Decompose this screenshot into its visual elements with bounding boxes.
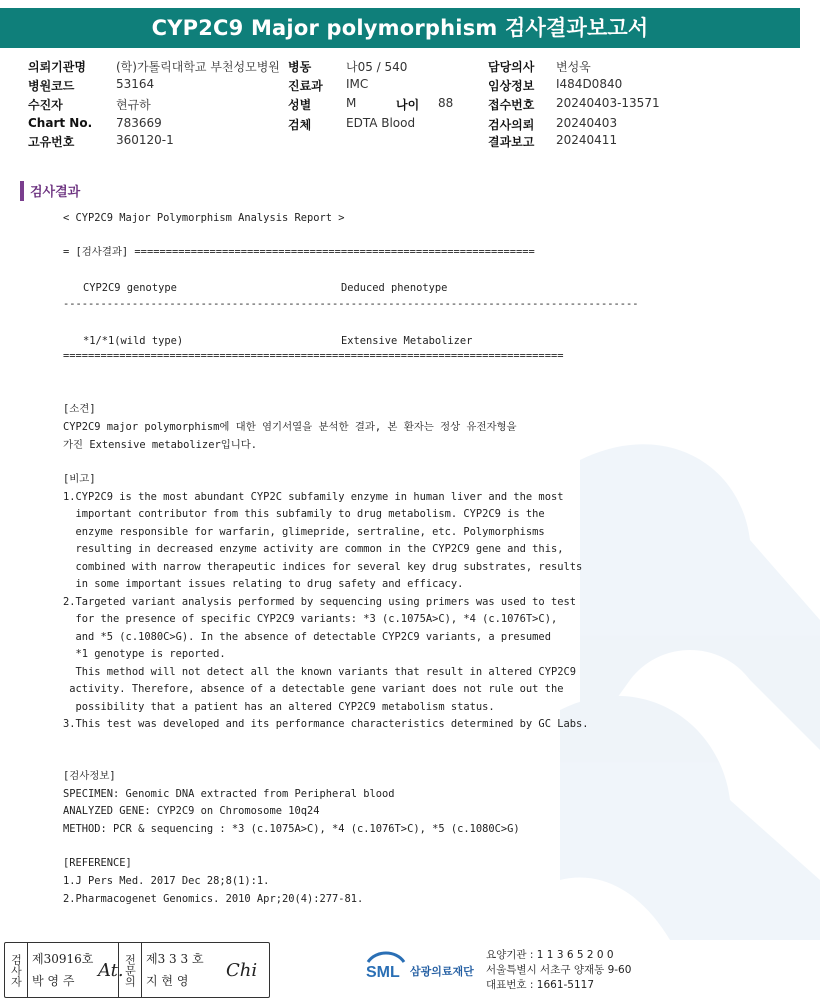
info-value: I484D0840 xyxy=(556,77,623,91)
info-value: 53164 xyxy=(116,77,155,91)
info-label: 성별 xyxy=(288,98,312,112)
info-label: 병동 xyxy=(288,60,312,74)
info-value: 20240403-13571 xyxy=(556,96,660,110)
info-hospital-code-value xyxy=(116,77,154,91)
info-label: 검사의뢰 xyxy=(488,118,535,132)
examiner-label xyxy=(5,943,28,997)
findings-line: CYP2C9 major polymorphism에 대한 염기서열을 분석한 결과, 본 환자는 정상 유전자형을 xyxy=(63,421,517,433)
info-value: 변성욱 xyxy=(556,60,591,74)
result-rule: = [검사결과] ================================================================ xyxy=(63,246,535,258)
reference-line: 2.Pharmacogenet Genomics. 2010 Apr;20(4):277-81. xyxy=(63,893,364,905)
info-label: 나이 xyxy=(396,98,420,112)
info-label: 병원코드 xyxy=(28,79,75,93)
dash-rule: -------------------------------------------------------------------------------------------- xyxy=(63,298,639,310)
info-label: 결과보고 xyxy=(488,135,535,149)
notes-line: 1.CYP2C9 is the most abundant CYP2C subfamily enzyme in human liver and the most xyxy=(63,491,564,503)
info-value: 나05 / 540 xyxy=(346,60,408,74)
info-report-date xyxy=(488,133,534,150)
info-line: ANALYZED GENE: CYP2C9 on Chromosome 10q24 xyxy=(63,805,320,817)
reference-line: 1.J Pers Med. 2017 Dec 28;8(1):1. xyxy=(63,875,270,887)
info-patient xyxy=(28,96,63,113)
info-value: EDTA Blood xyxy=(346,116,416,130)
info-department xyxy=(288,77,323,94)
info-value: 20240403 xyxy=(556,116,618,130)
notes-line: combined with narrow therapeutic indices for several key drug substrates, results xyxy=(63,561,583,573)
info-label: Chart No. xyxy=(28,116,93,130)
info-label: 의뢰기관명 xyxy=(28,60,86,74)
info-age-value xyxy=(438,96,453,110)
agency-code: 요양기관 : 1 1 3 6 5 2 0 0 xyxy=(486,949,614,961)
examiner-signature: At. xyxy=(98,960,124,981)
info-value: IMC xyxy=(346,77,369,91)
info-label: 담당의사 xyxy=(488,60,535,74)
sml-logo xyxy=(366,950,406,982)
notes-line: in some important issues relating to drug safety and efficacy. xyxy=(63,578,464,590)
info-label: 수진자 xyxy=(28,98,63,112)
info-value: 88 xyxy=(438,96,454,110)
notes-line: activity. Therefore, absence of a detectable gene variant does not rule out the xyxy=(63,683,564,695)
findings-title: [소견] xyxy=(63,403,96,415)
info-age xyxy=(396,96,419,113)
logo-text: SML xyxy=(366,964,400,981)
info-department-value xyxy=(346,77,368,91)
info-label: 접수번호 xyxy=(488,98,535,112)
address-line: 서울특별시 서초구 양재동 9-60 xyxy=(486,964,632,976)
info-report-date-value xyxy=(556,133,617,147)
report-heading: < CYP2C9 Major Polymorphism Analysis Report > xyxy=(63,212,345,224)
examiner-name: 박 영 주 xyxy=(32,974,75,988)
notes-line: enzyme responsible for warfarin, glimepride, sertraline, etc. Polymorphisms xyxy=(63,526,545,538)
reviewer-license: 제3 3 3 호 xyxy=(146,952,204,966)
info-sex xyxy=(288,96,311,113)
genotype-value: *1/*1(wild type) xyxy=(83,335,184,347)
examiner-license: 제30916호 xyxy=(32,952,94,966)
info-label: 검체 xyxy=(288,118,312,132)
phone-line: 대표번호 : 1661-5117 xyxy=(486,979,595,991)
phenotype-value: Extensive Metabolizer xyxy=(341,335,473,347)
info-value: M xyxy=(346,96,357,110)
info-chart xyxy=(28,116,92,130)
info-unique-id xyxy=(28,133,74,150)
reviewer-label-text: 전문의 xyxy=(123,953,137,987)
info-value: (학)가톨릭대학교 부천성모병원 xyxy=(116,60,280,74)
info-specimen xyxy=(288,116,311,133)
info-value: 783669 xyxy=(116,116,162,130)
info-chart-value xyxy=(116,116,162,130)
info-doctor-value xyxy=(556,58,591,75)
notes-line: This method will not detect all the known variants that result in altered CYP2C9 xyxy=(63,666,576,678)
examiner-label-text: 검사자 xyxy=(9,953,23,987)
info-label: 고유번호 xyxy=(28,135,75,149)
notes-line: 2.Targeted variant analysis performed by sequencing using primers was used to test xyxy=(63,596,576,608)
info-value: 현규하 xyxy=(116,98,151,112)
section-title: 검사결과 xyxy=(30,185,81,200)
notes-line: for the presence of specific CYP2C9 variants: *3 (c.1075A>C), *4 (c.1076T>C), xyxy=(63,613,558,625)
logo-arc-icon xyxy=(366,950,406,964)
info-label: 임상정보 xyxy=(488,79,535,93)
info-label: 진료과 xyxy=(288,79,323,93)
info-request xyxy=(488,116,534,133)
footer-address xyxy=(486,948,631,993)
info-value: 360120-1 xyxy=(116,133,174,147)
info-hospital-value xyxy=(116,58,280,75)
org-name: 삼광의료재단 xyxy=(410,965,474,978)
info-value: 20240411 xyxy=(556,133,618,147)
reviewer-signature: Chi xyxy=(226,960,258,981)
notes-line: 3.This test was developed and its performance characteristics determined by GC Labs. xyxy=(63,718,589,730)
info-hospital xyxy=(28,58,86,75)
info-hospital-code xyxy=(28,77,74,94)
info-request-value xyxy=(556,116,617,130)
info-receipt-value xyxy=(556,96,660,110)
info-ward-value xyxy=(346,58,407,75)
info-line: SPECIMEN: Genomic DNA extracted from Peripheral blood xyxy=(63,788,395,800)
info-receipt xyxy=(488,96,534,113)
notes-line: important contributor from this subfamily to drug metabolism. CYP2C9 is the xyxy=(63,508,545,520)
notes-line: possibility that a patient has an altered CYP2C9 metabolism status. xyxy=(63,701,495,713)
notes-line: resulting in decreased enzyme activity are common in the CYP2C9 gene and this, xyxy=(63,543,564,555)
info-clinical xyxy=(488,77,534,94)
info-ward xyxy=(288,58,311,75)
notes-line: *1 genotype is reported. xyxy=(63,648,226,660)
findings-line: 가진 Extensive metabolizer입니다. xyxy=(63,439,258,451)
info-line: METHOD: PCR & sequencing : *3 (c.1075A>C), *4 (c.1076T>C), *5 (c.1080C>G) xyxy=(63,823,520,835)
info-clinical-value xyxy=(556,77,622,91)
notes-title: [비고] xyxy=(63,473,96,485)
reviewer-name: 지 현 영 xyxy=(146,974,189,988)
info-specimen-value xyxy=(346,116,415,130)
phenotype-header: Deduced phenotype xyxy=(341,282,448,294)
genotype-header: CYP2C9 genotype xyxy=(83,282,177,294)
info-unique-id-value xyxy=(116,133,174,147)
info-patient-value xyxy=(116,96,151,113)
notes-line: and *5 (c.1080C>G). In the absence of detectable CYP2C9 variants, a presumed xyxy=(63,631,551,643)
section-marker xyxy=(20,181,24,201)
report-title: CYP2C9 Major polymorphism 검사결과보고서 xyxy=(0,8,800,48)
info-sex-value xyxy=(346,96,356,110)
info-title: [검사정보] xyxy=(63,770,116,782)
info-doctor xyxy=(488,58,534,75)
reference-title: [REFERENCE] xyxy=(63,857,132,869)
eq-rule: ================================================================================ xyxy=(63,350,564,362)
